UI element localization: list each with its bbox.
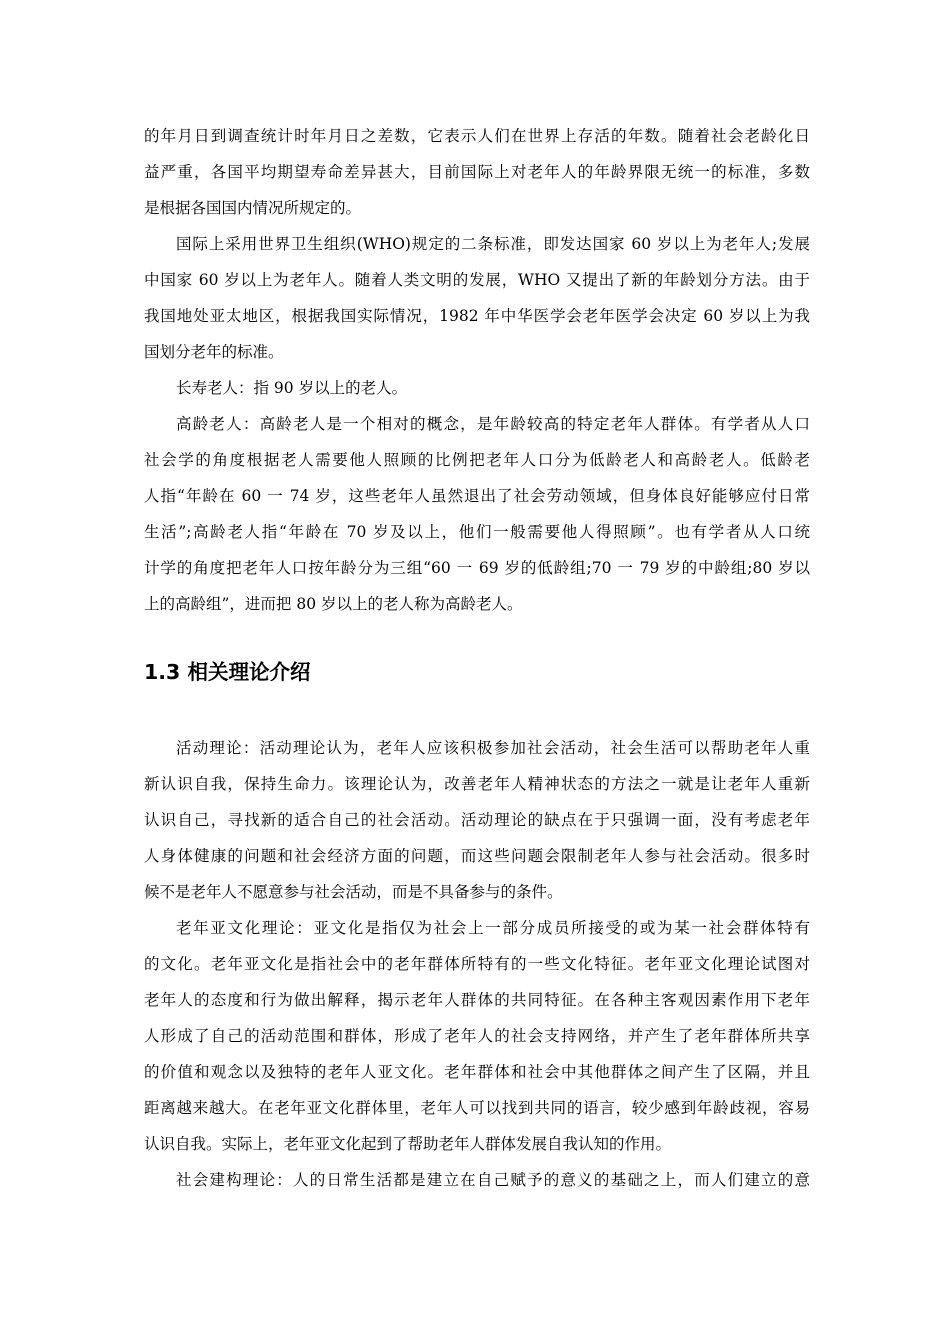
text-line: 老年亚文化理论：亚文化是指仅为社会上一部分成员所接受的或为某一社会群体特有: [176, 919, 810, 937]
section-heading: 1.3 相关理论介绍: [144, 660, 311, 684]
text-line: 人形成了自己的活动范围和群体，形成了老年人的社会支持网络，并产生了老年群体所共享: [144, 1027, 810, 1045]
text-line: 上的高龄组”，进而把 80 岁以上的老人称为高龄老人。: [144, 595, 523, 613]
paragraph-longevity-elderly: [144, 370, 810, 406]
paragraph-activity-theory: [144, 730, 810, 910]
text-line: 的文化。老年亚文化是指社会中的老年群体所特有的一些文化特征。老年亚文化理论试图对: [144, 955, 810, 973]
text-line: 国际上采用世界卫生组织(WHO)规定的二条标准，即发达国家 60 岁以上为老年人;发展: [176, 235, 810, 253]
text-line: 我国地处亚太地区，根据我国实际情况，1982 年中华医学会老年医学会决定 60 岁以上为我: [144, 307, 810, 325]
text-line: 新认识自我，保持生命力。该理论认为，改善老年人精神状态的方法之一就是让老年人重新: [144, 775, 810, 793]
paragraph-oldest-old: [144, 406, 810, 622]
section-spacer: [144, 690, 810, 730]
text-line: 认识自己，寻找新的适合自己的社会活动。活动理论的缺点在于只强调一面，没有考虑老年: [144, 811, 810, 829]
paragraph-subculture-theory: [144, 910, 810, 1162]
paragraph-age-definition: [144, 118, 810, 226]
text-line: 的年月日到调查统计时年月日之差数，它表示人们在世界上存活的年数。随着社会老龄化日: [144, 127, 810, 145]
paragraph-who-standard: [144, 226, 810, 370]
text-line: 候不是老年人不愿意参与社会活动，而是不具备参与的条件。: [144, 883, 563, 901]
text-line: 是根据各国国内情况所规定的。: [144, 199, 362, 217]
text-line: 距离越来越大。在老年亚文化群体里，老年人可以找到共同的语言，较少感到年龄歧视，容易: [144, 1099, 810, 1117]
text-line: 中国家 60 岁以上为老年人。随着人类文明的发展，WHO 又提出了新的年龄划分方法。由于: [144, 271, 810, 289]
text-line: 社会学的角度根据老人需要他人照顾的比例把老年人口分为低龄老人和高龄老人。低龄老: [144, 451, 810, 469]
text-line: 生活”;高龄老人指“年龄在 70 岁及以上，他们一般需要他人得照顾”。也有学者从人口统: [144, 523, 810, 541]
text-line: 计学的角度把老年人口按年龄分为三组“60 一 69 岁的低龄组;70 一 79 岁的中龄组;80 岁以: [144, 559, 810, 577]
text-line: 人身体健康的问题和社会经济方面的问题，而这些问题会限制老年人参与社会活动。很多时: [144, 847, 810, 865]
text-line: 的价值和观念以及独特的老年人亚文化。老年群体和社会中其他群体之间产生了区隔，并且: [144, 1063, 810, 1081]
text-line: 认识自我。实际上，老年亚文化起到了帮助老年人群体发展自我认知的作用。: [144, 1135, 672, 1153]
section-spacer: [144, 622, 810, 654]
text-line: 社会建构理论：人的日常生活都是建立在自己赋予的意义的基础之上，而人们建立的意: [176, 1171, 810, 1189]
document-body: [144, 118, 810, 1198]
paragraph-social-construction-theory: [144, 1162, 810, 1198]
text-line: 长寿老人：指 90 岁以上的老人。: [176, 379, 408, 397]
text-line: 老年人的态度和行为做出解释，揭示老年人群体的共同特征。在各种主客观因素作用下老年: [144, 991, 810, 1009]
text-line: 高龄老人：高龄老人是一个相对的概念，是年龄较高的特定老年人群体。有学者从人口: [176, 415, 810, 433]
text-line: 国划分老年的标准。: [144, 343, 284, 361]
text-line: 人指“年龄在 60 一 74 岁，这些老年人虽然退出了社会劳动领域，但身体良好能够应付日常: [144, 487, 810, 505]
text-line: 活动理论：活动理论认为，老年人应该积极参加社会活动，社会生活可以帮助老年人重: [176, 739, 810, 757]
text-line: 益严重，各国平均期望寿命差异甚大，目前国际上对老年人的年龄界限无统一的标准，多数: [144, 163, 810, 181]
